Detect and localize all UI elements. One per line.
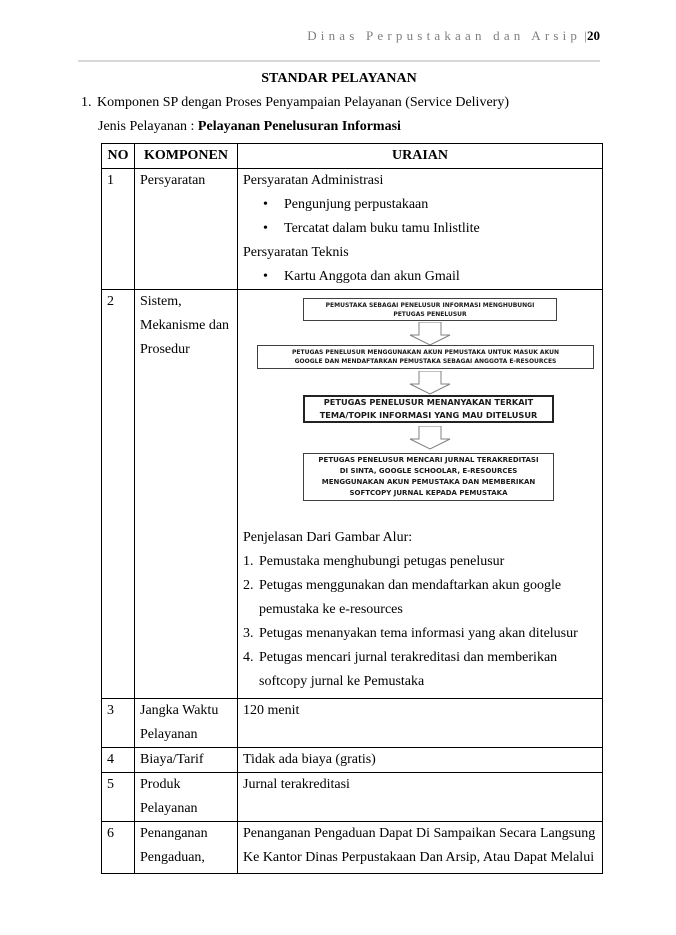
list-item-text: Kartu Anggota dan akun Gmail (284, 269, 460, 284)
page-number: 20 (587, 28, 600, 43)
row-uraian: 120 menit (238, 699, 603, 748)
header-org-name: Dinas Perpustakaan dan Arsip (307, 28, 582, 43)
table-row (102, 290, 603, 699)
row-komponen (135, 773, 238, 822)
row-komponen (135, 290, 238, 699)
header-rule (78, 60, 600, 62)
uraian-line: Penanganan Pengaduan Dapat Di Sampaikan Secara Langsung (243, 826, 596, 841)
flow-text-line: PETUGAS PENELUSUR MENGGUNAKAN AKUN PEMUSTAKA UNTUK MASUK AKUN (291, 349, 560, 356)
table-row (102, 699, 603, 748)
list-item (243, 646, 597, 694)
flow-text-line: PETUGAS PENELUSUR MENCARI JURNAL TERAKREDITASI (318, 456, 539, 464)
step-text: Petugas menanyakan tema informasi yang akan ditelusur (259, 626, 578, 641)
step-number: 3. (243, 626, 254, 641)
flow-text-line: PETUGAS PENELUSUR (393, 310, 467, 318)
komponen-line: Penanganan (140, 826, 208, 841)
list-item (243, 574, 597, 622)
flow-text-line: GOOGLE DAN MENDAFTARKAN PEMUSTAKA SEBAGAI ANGGOTA E-RESOURCES (294, 358, 557, 365)
down-arrow-icon (408, 322, 452, 346)
flow-step-2 (257, 345, 594, 369)
row-no: 6 (102, 822, 135, 874)
step-text: Petugas menggunakan dan mendaftarkan akun google (259, 578, 562, 593)
service-type-label: Jenis Pelayanan : (98, 119, 198, 134)
komponen-line: Produk (140, 777, 181, 792)
row-uraian (238, 169, 603, 290)
flow-text-line: SOFTCOPY JURNAL KEPADA PEMUSTAKA (349, 489, 508, 497)
list-item (243, 622, 597, 646)
admin-requirements-list (243, 193, 597, 241)
row-no: 1 (102, 169, 135, 290)
list-item (263, 193, 597, 217)
header-no: NO (102, 144, 135, 169)
step-number: 1. (243, 554, 254, 569)
flow-text-line: TEMA/TOPIK INFORMASI YANG MAU DITELUSUR (319, 410, 538, 420)
komponen-line: Sistem, (140, 294, 182, 309)
komponen-line: Mekanisme dan (140, 318, 230, 333)
list-item-text: Pengunjung perpustakaan (284, 197, 429, 212)
row-no: 4 (102, 748, 135, 773)
page-header (0, 28, 600, 44)
header-separator: | (584, 28, 587, 43)
uraian-line: Ke Kantor Dinas Perpustakaan Dan Arsip, Atau Dapat Melalui (243, 850, 595, 865)
flow-step-3 (303, 395, 554, 423)
flow-text-line: DI SINTA, GOOGLE SCHOOLAR, E-RESOURCES (339, 467, 518, 475)
row-komponen (135, 822, 238, 874)
bullet-icon: • (263, 221, 268, 236)
row-uraian (238, 822, 603, 874)
row-uraian: Tidak ada biaya (gratis) (238, 748, 603, 773)
service-type (98, 119, 401, 135)
row-komponen (135, 699, 238, 748)
step-number: 2. (243, 578, 254, 593)
row-no: 2 (102, 290, 135, 699)
admin-requirements-heading: Persyaratan Administrasi (243, 173, 384, 188)
section-heading (81, 95, 509, 111)
flow-step-4 (303, 453, 554, 501)
table-row (102, 822, 603, 874)
flow-text-line: MENGGUNAKAN AKUN PEMUSTAKA DAN MEMBERIKAN (321, 478, 536, 486)
komponen-line: Pelayanan (140, 727, 198, 742)
row-no: 5 (102, 773, 135, 822)
row-no: 3 (102, 699, 135, 748)
header-uraian: URAIAN (238, 144, 603, 169)
step-text: pemustaka ke e-resources (259, 602, 403, 617)
list-item-text: Tercatat dalam buku tamu Inlistlite (284, 221, 480, 236)
down-arrow-icon (408, 371, 452, 395)
service-type-value: Pelayanan Penelusuran Informasi (197, 119, 401, 134)
explanation-steps (243, 550, 597, 694)
komponen-line: Jangka Waktu (140, 703, 219, 718)
table-row (102, 748, 603, 773)
flow-text-line: PEMUSTAKA SEBAGAI PENELUSUR INFORMASI MENGHUBUNGI (325, 301, 535, 309)
row-komponen (135, 748, 238, 773)
explanation-title: Penjelasan Dari Gambar Alur: (243, 530, 413, 545)
komponen-line: Pengaduan, (140, 850, 205, 865)
table-row (102, 773, 603, 822)
bullet-icon: • (263, 197, 268, 212)
technical-requirements-heading: Persyaratan Teknis (243, 245, 349, 260)
row-uraian: Jurnal terakreditasi (238, 773, 603, 822)
list-item (263, 265, 597, 289)
step-number: 4. (243, 650, 254, 665)
list-item (263, 217, 597, 241)
flowchart (238, 290, 597, 522)
flow-text-line: PETUGAS PENELUSUR MENANYAKAN TERKAIT (323, 397, 534, 407)
bullet-icon: • (263, 269, 268, 284)
table-header-row (102, 144, 603, 169)
list-item (243, 550, 597, 574)
table-row (102, 169, 603, 290)
row-komponen: Persyaratan (135, 169, 238, 290)
step-text: Petugas mencari jurnal terakreditasi dan memberikan (259, 650, 558, 665)
komponen-line: Pelayanan (140, 801, 198, 816)
step-text: softcopy jurnal ke Pemustaka (259, 674, 425, 689)
row-uraian (238, 290, 603, 699)
komponen-line: Biaya/Tarif (140, 752, 204, 767)
service-standard-table (101, 143, 603, 874)
document-title: STANDAR PELAYANAN (261, 71, 417, 86)
section-heading-text: Komponen SP dengan Proses Penyampaian Pelayanan (Service Delivery) (97, 95, 509, 110)
technical-requirements-list (243, 265, 597, 289)
step-text: Pemustaka menghubungi petugas penelusur (259, 554, 505, 569)
header-komponen: KOMPONEN (135, 144, 238, 169)
flow-step-1 (303, 298, 557, 321)
down-arrow-icon (408, 426, 452, 450)
komponen-line: Prosedur (140, 342, 190, 357)
section-number: 1. (81, 95, 92, 110)
